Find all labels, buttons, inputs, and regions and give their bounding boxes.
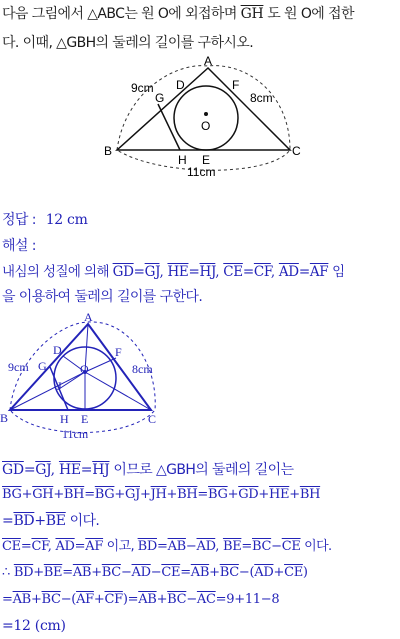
segment-gh-line [158,104,180,150]
problem-line-1: 다음 그림에서 △ABC는 원 O에 외접하며 $\overline{GH}$ 도 원 O에 접한 [2,6,354,22]
label-c-2: C [148,412,157,426]
explanation-label: 해설 : [2,238,36,254]
length-ab-2: 9cm [8,360,29,374]
label-d-2: D [53,343,62,357]
derivation-line-5: ∴ $\overline{BD}+\overline{BE}=\overline{AB}+\overline{BC}-\overline{AD}-\overline{CE}=\overline{AB}+\overline{BC}-(\overline{AD}+\overline{CE})$ [2,565,308,580]
label-j-2: J [57,379,62,393]
label-c: C [292,144,301,158]
label-f-2: F [115,345,122,359]
line-bo [10,372,85,410]
explanation-figure [0,310,400,445]
label-e: E [202,153,211,167]
length-ac: 8cm [250,91,273,105]
label-g-2: G [38,359,47,373]
derivation-line-6: $=\overline{AB}+\overline{BC}-(\overline{AF}+\overline{CF})=\overline{AB}+\overline{BC}-\overline{AC}=9+11-8$ [2,592,280,607]
label-d: D [176,78,185,92]
label-o-2: O [80,362,89,376]
answer-label: 정답 : [2,212,36,228]
label-a-2: A [84,310,93,324]
label-h: H [178,153,187,167]
length-bc: 11cm [187,165,216,179]
segment-gh: $\overline{GH}$ [240,6,264,22]
label-o: O [201,119,211,133]
answer-value: 12 cm [45,212,88,228]
label-h-2: H [60,412,69,426]
length-bc-2: 11cm [62,427,89,441]
explanation-line-2: 을 이용하여 둘레의 길이를 구한다. [2,289,203,305]
center-o [204,112,208,116]
length-ac-2: 8cm [132,362,153,376]
answer [2,211,88,229]
problem-figure [0,52,400,232]
line-of [85,358,116,372]
label-a: A [204,54,213,68]
derivation-line-4: $\overline{CE}=\overline{CF}$, $\overline{AD}=\overline{AF}$ 이고, $\overline{BD}=\overline{AB}-\overline{AD}$, $\overline{BE}=\overline{BC}-\overline{CE}$ 이다. [2,539,332,554]
derivation-line-3: $=\overline{BD}+\overline{BE}$ 이다. [2,513,100,529]
length-ab: 9cm [131,81,154,95]
derivation-line-7: =12 (cm) [2,618,66,634]
label-b-2: B [0,411,9,425]
label-b: B [104,144,113,158]
label-g: G [155,91,165,105]
incircle [174,86,238,150]
line-oc [85,372,151,410]
label-e-2: E [81,412,89,426]
derivation-line-2: $\overline{BG}+\overline{GH}+\overline{BH}=\overline{BG}+\overline{GJ}+\overline{JH}+\overline{BH}=\overline{BG}+\overline{GD}+\overline{HE}+\overline{BH}$ [2,487,321,502]
problem-line-2: 다. 이때, △GBH의 둘레의 길이를 구하시오. [2,35,254,51]
explanation-line-1: 내심의 성질에 의해 $\overline{GD}=\overline{GJ}$, $\overline{HE}=\overline{HJ}$, $\overline{CE}=\overline{CF}$, $\overline{AD}=\overline{AF}$ 임 [2,264,345,280]
label-f: F [232,78,240,92]
derivation-line-1: $\overline{GD}=\overline{GJ}$, $\overline{HE}=\overline{HJ}$ 이므로 △GBH의 둘레의 길이는 [2,462,294,478]
